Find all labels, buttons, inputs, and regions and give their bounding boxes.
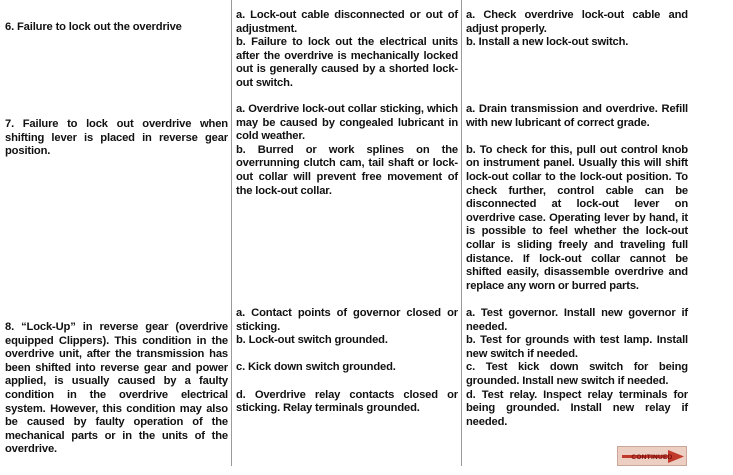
- cause-item: a. Lock-out cable disconnected or out of adjustment.: [236, 9, 458, 35]
- cause-item: b. Lock-out switch grounded.: [236, 334, 388, 347]
- remedy-item: c. Test kick down switch for being grounded. Install new switch if needed.: [466, 361, 688, 387]
- problem-8: [5, 321, 228, 457]
- remedy-item: a. Check overdrive lock-out cable and adjust properly.: [466, 9, 688, 35]
- causes-7: [236, 103, 458, 198]
- remedy-item: b. Install a new lock-out switch.: [466, 36, 629, 49]
- remedy-item: a. Test governor. Install new governor if needed.: [466, 307, 688, 333]
- causes-8: [236, 307, 458, 416]
- cause-item: c. Kick down switch grounded.: [236, 361, 396, 374]
- remedy-item: b. Test for grounds with test lamp. Install new switch if needed.: [466, 334, 688, 360]
- problem-text: 7. Failure to lock out overdrive when shifting lever is placed in reverse gear position.: [5, 118, 228, 158]
- cause-item: b. Burred or work splines on the overrunning clutch cam, tail shaft or lock-out collar will prevent free movement of the lock-out collar.: [236, 143, 458, 197]
- continued-label: CONTINUED: [631, 454, 673, 461]
- problem-7: [5, 118, 228, 159]
- causes-6: [236, 9, 458, 91]
- column-divider: [231, 0, 232, 466]
- problem-text: 8. “Lock-Up” in reverse gear (overdrive equipped Clippers). This condition in the overdrive unit, after the transmission has been shifted into reverse gear and power applied, is usually caused by a faulty condition in the overdrive electrical system. However, this condition may also be caused by faulty operation of the mechanical parts or in the units of the overdrive.: [5, 321, 228, 456]
- problem-text: 6. Failure to lock out the overdrive: [5, 21, 182, 33]
- remedy-item: b. To check for this, pull out control knob on instrument panel. Usually this will shift lock-out collar to the lock-out position. To check further, control cable can be disconnected at lock-out lever on overdrive case. Operating lever by hand, it is possible to feel whether the lock-out collar is sliding freely and traveling full distance. If lock-out collar cannot be shifted easily, disassemble overdrive and replace any worn or burred parts.: [466, 143, 688, 292]
- remedy-item: a. Drain transmission and overdrive. Refill with new lubricant of correct grade.: [466, 103, 688, 129]
- cause-item: a. Overdrive lock-out collar sticking, which may be caused by congealed lubricant in cold weather.: [236, 103, 458, 143]
- remedies-6: [466, 9, 688, 50]
- cause-item: a. Contact points of governor closed or sticking.: [236, 307, 458, 333]
- remedies-8: [466, 307, 688, 429]
- remedy-item: d. Test relay. Inspect relay terminals for being grounded. Install new relay if needed.: [466, 388, 688, 428]
- continued-button[interactable]: [617, 446, 687, 466]
- column-divider: [461, 0, 462, 466]
- remedies-7: [466, 103, 688, 293]
- cause-item: d. Overdrive relay contacts closed or sticking. Relay terminals grounded.: [236, 388, 458, 415]
- cause-item: b. Failure to lock out the electrical units after the overdrive is mechanically locked out is generally caused by a shorted lock-out switch.: [236, 36, 458, 89]
- problem-6: [5, 21, 228, 35]
